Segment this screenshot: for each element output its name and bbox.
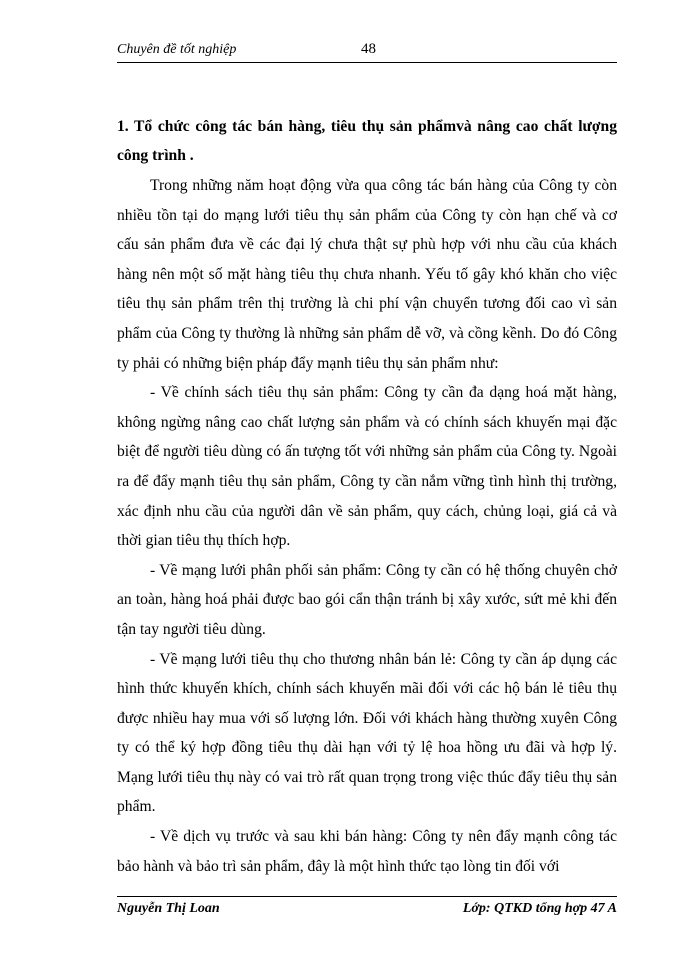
footer-class: Lớp: QTKD tổng hợp 47 A <box>462 901 617 916</box>
paragraph: - Về dịch vụ trước và sau khi bán hàng: Công ty nên đẩy mạnh công tác bảo hành và bảo trì sản phẩm, đây là một hình thức tạo lòng tin đối với <box>117 828 617 875</box>
paragraph: Trong những năm hoạt động vừa qua công tác bán hàng của Công ty còn nhiều tồn tại do mạng lưới tiêu thụ sản phẩm của Công ty còn hạn chế và cơ cấu sản phẩm đưa về các đại lý chưa thật sự phù hợp với nhu cầu của khách hàng nên một số mặt hàng tiêu thụ chưa nhanh. Yếu tố gây khó khăn cho việc tiêu thụ sản phẩm trên thị trường là chi phí vận chuyển tương đối cao vì sản phẩm của Công ty thường là những sản phẩm dễ vỡ, và cồng kềnh. Do đó Công ty phải có những biện pháp đẩy mạnh tiêu thụ sản phẩm như: <box>117 177 617 372</box>
document-body <box>117 112 617 881</box>
paragraph: - Về chính sách tiêu thụ sản phẩm: Công ty cần đa dạng hoá mặt hàng, không ngừng nâng cao chất lượng sản phẩm và có chính sách khuyến mại đặc biệt để người tiêu dùng có ấn tượng tốt với những sản phẩm của Công ty. Ngoài ra để đẩy mạnh tiêu thụ sản phẩm, Công ty cần nắm vững tình hình thị trường, xác định nhu cầu của người dân về sản phẩm, quy cách, chủng loại, giá cả và thời gian tiêu thụ thích hợp. <box>117 384 617 550</box>
page-footer <box>117 896 617 919</box>
section-heading: 1. Tổ chức công tác bán hàng, tiêu thụ sản phẩmvà nâng cao chất lượng công trình . <box>117 118 617 164</box>
page-header <box>117 40 617 63</box>
paragraph: - Về mạng lưới tiêu thụ cho thương nhân bán lẻ: Công ty cần áp dụng các hình thức khuyến khích, chính sách khuyến mãi đối với các hộ bán lẻ tiêu thụ được nhiều hay mua với số lượng lớn. Đối với khách hàng thường xuyên Công ty có thể ký hợp đồng tiêu thụ dài hạn với tỷ lệ hoa hồng ưu đãi và hợp lý. Mạng lưới tiêu thụ này có vai trò rất quan trọng trong việc thúc đẩy tiêu thụ sản phẩm. <box>117 650 617 816</box>
footer-author: Nguyễn Thị Loan <box>117 901 220 916</box>
header-title: Chuyên đề tốt nghiệp <box>117 42 237 57</box>
paragraph: - Về mạng lưới phân phối sản phẩm: Công ty cần có hệ thống chuyên chở an toàn, hàng hoá phải được bao gói cẩn thận tránh bị xây xước, sứt mẻ khi đến tận tay người tiêu dùng. <box>117 561 617 638</box>
page-number: 48 <box>361 41 376 57</box>
